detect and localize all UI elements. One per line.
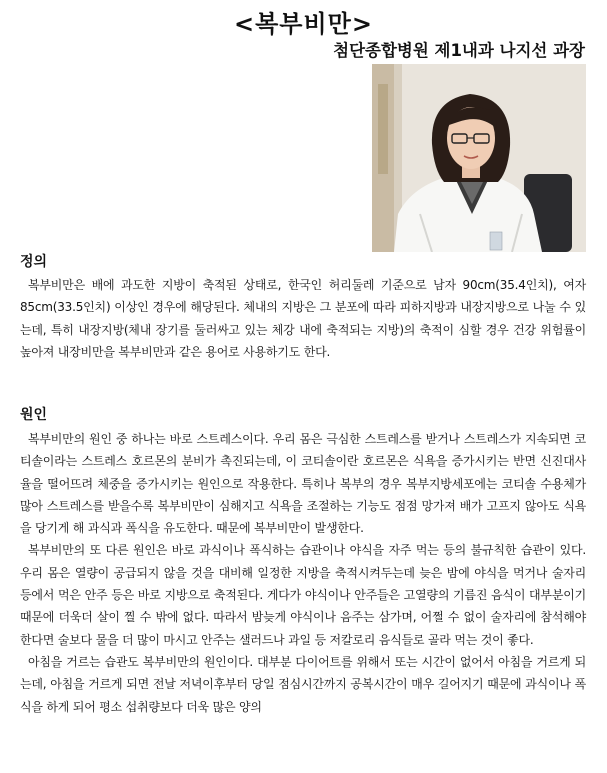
paragraph: 복부비만의 또 다른 원인은 바로 과식이나 폭식하는 습관이나 야식을 자주 먹는 등의 불규칙한 습관이 있다. 우리 몸은 열량이 공급되지 않을 것을 대비해 일정한 지방을 축적시켜두는데 늦은 밤에 야식을 먹거나 술자리 등에서 먹은 안주 등은 바로 지방으로 축적된다. 게다가 야식이나 안주들은 고열량의 기름진 음식이 대부분이기 때문에 더욱더 살이 찔 수 밖에 없다. 따라서 밤늦게 야식이나 음주는 삼가며, 어쩔 수 없이 술자리에 참석해야한다면 술보다 물을 더 많이 마시고 안주는 샐러드나 과일 등 저칼로리 음식들로 골라 먹는 것이 좋다. xyxy=(20,543,586,647)
paragraph: 아침을 거르는 습관도 복부비만의 원인이다. 대부분 다이어트를 위해서 또는 시간이 없어서 아침을 거르게 되는데, 아침을 거르게 되면 전날 저녁이후부터 당일 점심시간까지 공복시간이 매우 길어지기 때문에 과식이나 폭식을 하게 되어 평소 섭취량보다 더욱 많은 양의 xyxy=(20,654,586,714)
paragraph: 복부비만의 원인 중 하나는 바로 스트레스이다. 우리 몸은 극심한 스트레스를 받거나 스트레스가 지속되면 코티솔이라는 스트레스 호르몬의 분비가 촉진되는데, 이 코티솔이란 호르몬은 식욕을 증가시키는 반면 신진대사율을 떨어뜨려 체중을 증가시키는 원인으로 작용한다. 특히나 복부의 경우 복부지방세포에는 코티솔 수용체가 많아 스트레스를 받을수록 복부비만이 심해지고 식욕을 조절하는 기능도 점점 망가져 배가 고프지 않아도 식욕을 당기게 해 과식과 폭식을 유도한다. 때문에 복부비만이 발생한다. xyxy=(20,432,586,536)
section-heading-definition: 정의 xyxy=(20,254,48,270)
cause-text xyxy=(20,428,586,718)
author-line: 첨단종합병원 제1내과 나지선 과장 xyxy=(333,41,585,60)
section-heading-cause: 원인 xyxy=(20,407,48,423)
paragraph: 복부비만은 배에 과도한 지방이 축적된 상태로, 한국인 허리둘레 기준으로 남자 90cm(35.4인치), 여자 85cm(33.5인치) 이상인 경우에 해당된다. 체내의 지방은 그 분포에 따라 피하지방과 내장지방으로 나눌 수 있는데, 특히 내장지방(체내 장기를 둘러싸고 있는 체강 내에 축적되는 지방)의 축적이 심할 경우 건강 위험률이 높아져 내장비만을 복부비만과 같은 용어로 사용하기도 한다. xyxy=(20,278,586,359)
page-title: <복부비만> xyxy=(234,10,373,38)
doctor-portrait-photo xyxy=(372,64,586,252)
definition-text xyxy=(20,274,586,363)
